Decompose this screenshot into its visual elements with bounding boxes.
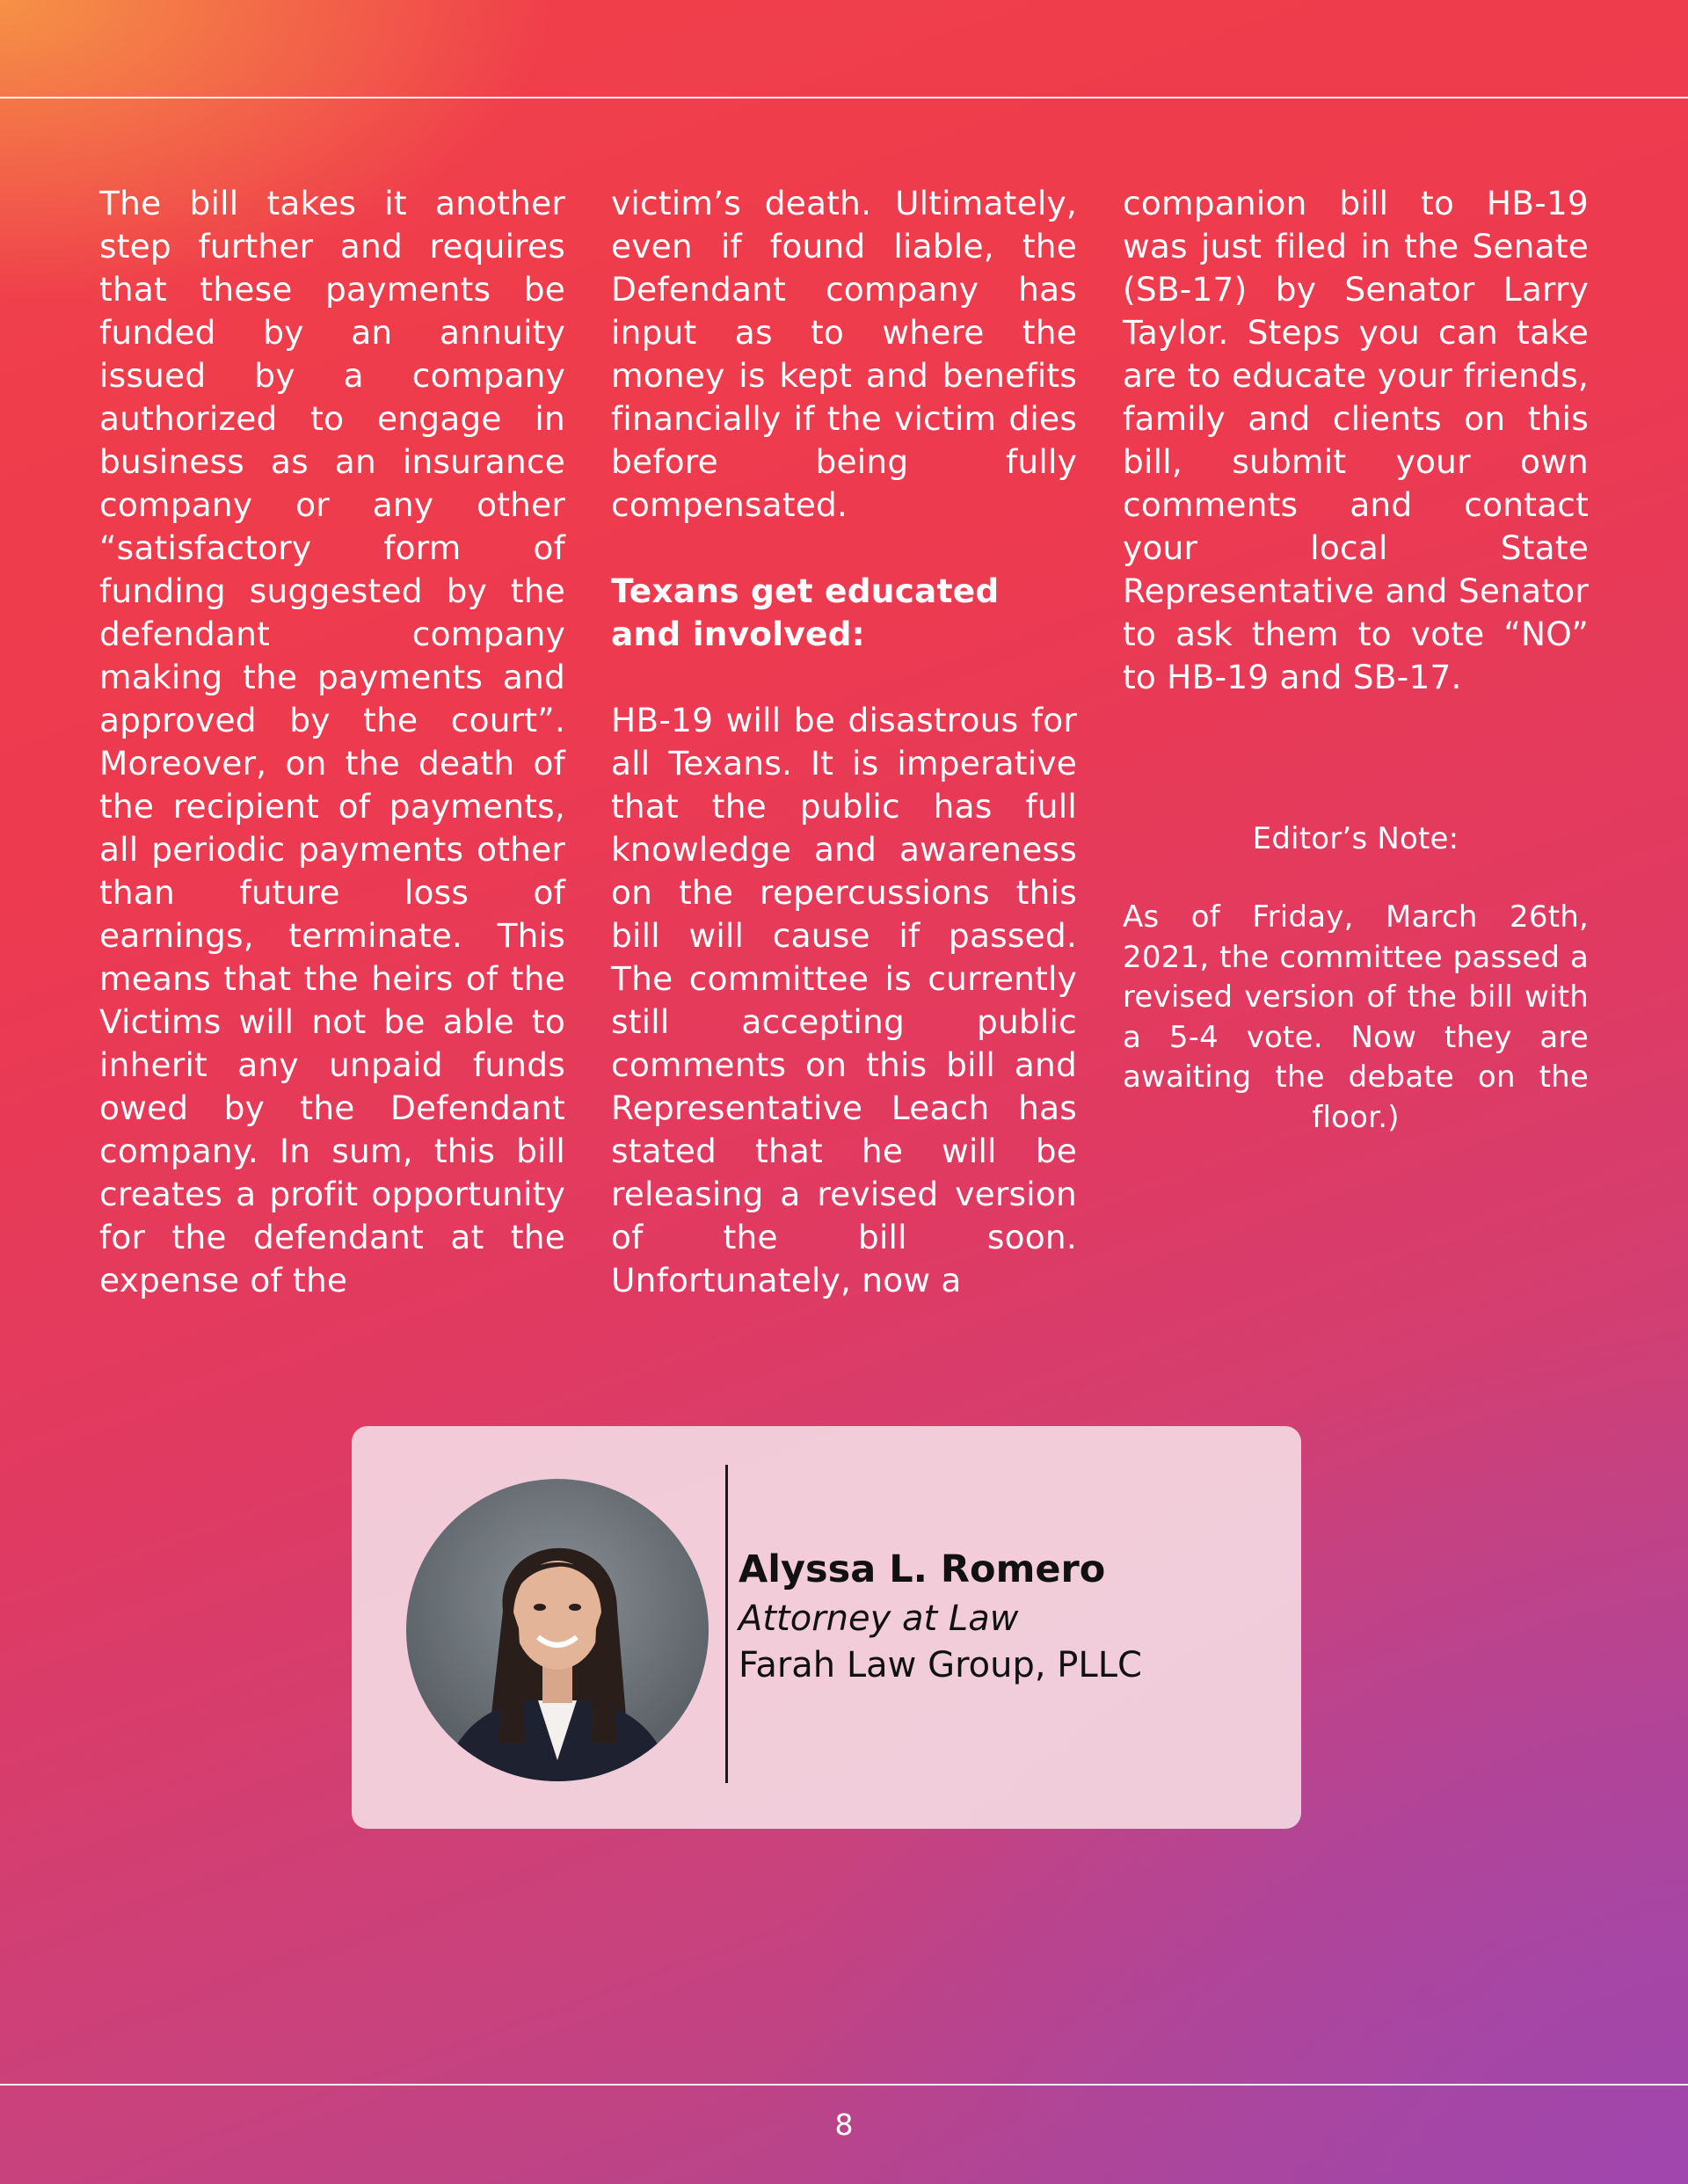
editor-note-body: As of Friday, March 26th, 2021, the committee passed a revised version of the bill with a 5-4 vote. Now they are awaiting the debate on the floor.)	[1123, 899, 1589, 1135]
article-column-3	[1123, 182, 1589, 1138]
bottom-rule	[0, 2084, 1688, 2086]
top-rule	[0, 97, 1688, 98]
author-card	[352, 1426, 1301, 1829]
author-avatar	[406, 1479, 709, 1781]
article-column-1	[99, 182, 565, 1302]
column-2-paragraph-1: victim’s death. Ultimately, even if found liable, the Defendant company has input as to where the money is kept and benefits financially if the victim dies before being fully compensated.	[611, 184, 1077, 524]
author-portrait-icon	[406, 1479, 709, 1781]
article-column-2	[611, 182, 1077, 1302]
column-3-paragraph-1: companion bill to HB-19 was just filed in the Senate (SB-17) by Senator Larry Taylor. Steps you can take are to educate your friends, family and clients on this bill, submit your own comments and contact your local State Representative and Senator to ask them to vote “NO” to HB-19 and SB-17.	[1123, 184, 1589, 696]
page-number: 8	[834, 2108, 854, 2142]
column-2-paragraph-2: HB-19 will be disastrous for all Texans. It is imperative that the public has full knowledge and awareness on the repercussions this bill will cause if passed. The committee is currently still accepting public comments on this bill and Representative Leach has stated that he will be releasing a revised version of the bill soon. Unfortunately, now a	[611, 701, 1077, 1299]
card-divider	[725, 1465, 728, 1783]
author-firm: Farah Law Group, PLLC	[738, 1645, 1142, 1685]
editor-note-title: Editor’s Note:	[1252, 821, 1459, 856]
section-heading: Texans get educated and involved:	[611, 571, 1000, 653]
author-name: Alyssa L. Romero	[738, 1547, 1106, 1591]
column-1-text: The bill takes it another step further and requires that these payments be funded by an annuity issued by a company authorized to engage in business as an insurance company or any other “satisfactory form of funding suggested by the defendant company making the payments and approved by the court”. Moreover, on the death of the recipient of payments, all periodic payments other than future loss of earnings, terminate. This means that the heirs of the Victims will not be able to inherit any unpaid funds owed by the Defendant company. In sum, this bill creates a profit opportunity for the defendant at the expense of the	[99, 184, 565, 1299]
author-title: Attorney at Law	[738, 1598, 1019, 1639]
